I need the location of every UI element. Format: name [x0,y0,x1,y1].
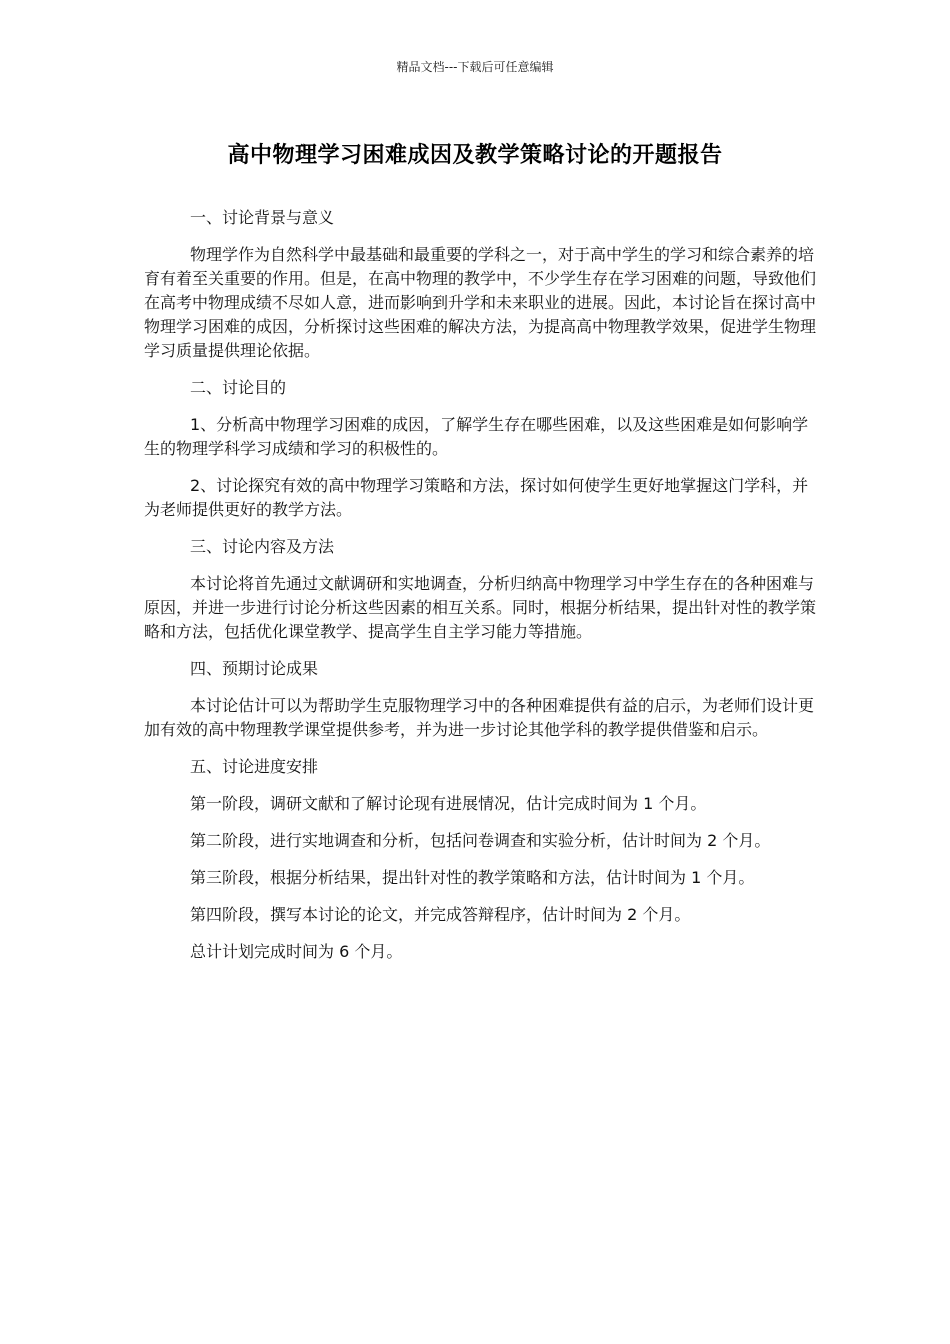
schedule-item: 第四阶段，撰写本讨论的论文，并完成答辩程序，估计时间为 2 个月。 [190,905,691,924]
paragraph: 本讨论估计可以为帮助学生克服物理学习中的各种困难提供有益的启示，为老师们设计更加有效的高中物理教学课堂提供参考，并为进一步讨论其他学科的教学提供借鉴和启示。 [144,696,815,739]
section-heading: 四、预期讨论成果 [190,659,319,678]
page-header: 精品文档---下载后可任意编辑 [396,60,554,74]
paragraph: 1、分析高中物理学习困难的成因，了解学生存在哪些困难，以及这些困难是如何影响学生的物理学科学习成绩和学习的积极性的。 [144,415,809,458]
section-heading: 三、讨论内容及方法 [190,537,335,556]
section-heading: 二、讨论目的 [190,378,287,397]
section-heading: 一、讨论背景与意义 [190,208,335,227]
section-heading: 五、讨论进度安排 [190,757,319,776]
schedule-total: 总计计划完成时间为 6 个月。 [190,942,403,961]
paragraph: 2、讨论探究有效的高中物理学习策略和方法，探讨如何使学生更好地掌握这门学科，并为老师提供更好的教学方法。 [144,476,809,519]
document-body [144,206,816,977]
paragraph: 物理学作为自然科学中最基础和最重要的学科之一，对于高中学生的学习和综合素养的培育有着至关重要的作用。但是，在高中物理的教学中，不少学生存在学习困难的问题，导致他们在高考中物理成绩不尽如人意，进而影响到升学和未来职业的进展。因此，本讨论旨在探讨高中物理学习困难的成因，分析探讨这些困难的解决方法，为提高高中物理教学效果，促进学生物理学习质量提供理论依据。 [144,245,817,360]
schedule-item: 第一阶段，调研文献和了解讨论现有进展情况，估计完成时间为 1 个月。 [190,794,707,813]
schedule-item: 第三阶段，根据分析结果，提出针对性的教学策略和方法，估计时间为 1 个月。 [190,868,755,887]
schedule-item: 第二阶段，进行实地调查和分析，包括问卷调查和实验分析，估计时间为 2 个月。 [190,831,771,850]
document-title: 高中物理学习困难成因及教学策略讨论的开题报告 [227,143,723,168]
paragraph: 本讨论将首先通过文献调研和实地调查，分析归纳高中物理学习中学生存在的各种困难与原因，并进一步进行讨论分析这些因素的相互关系。同时，根据分析结果，提出针对性的教学策略和方法，包括优化课堂教学、提高学生自主学习能力等措施。 [144,574,817,641]
